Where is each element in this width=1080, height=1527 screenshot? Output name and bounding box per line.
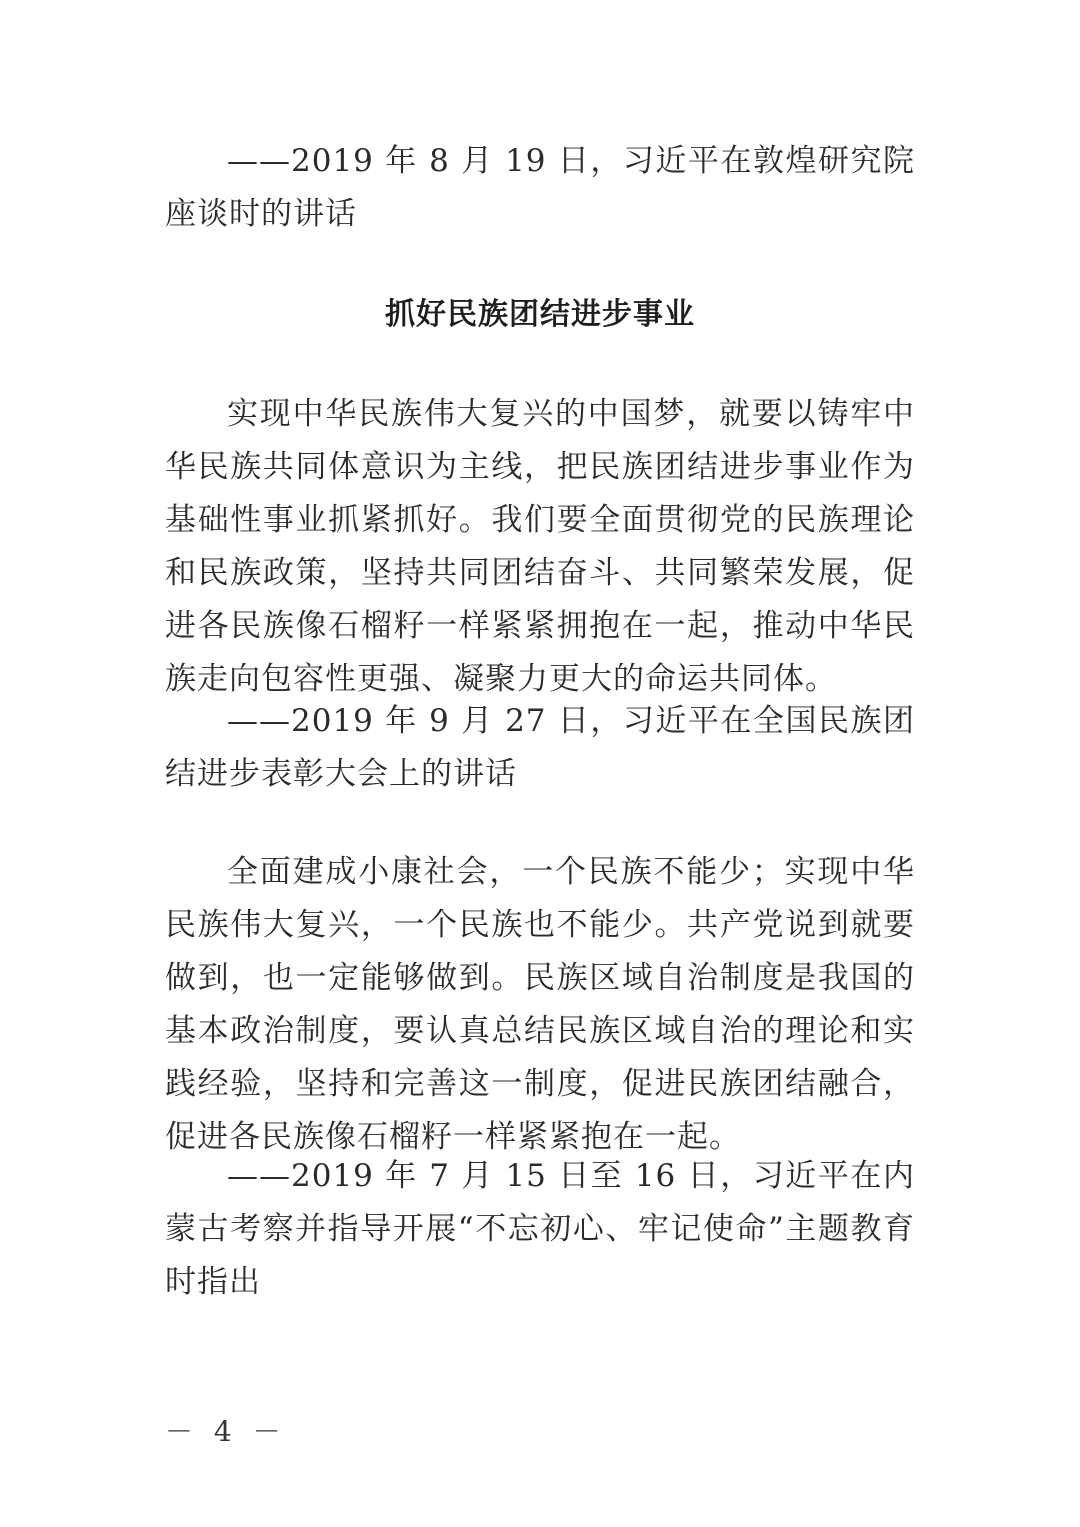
page-number: － 4 － [165, 1415, 287, 1448]
quote-2-body: 实现中华民族伟大复兴的中国梦，就要以铸牢中华民族共同体意识为主线，把民族团结进步事业作为基础性事业抓紧抓好。我们要全面贯彻党的民族理论和民族政策，坚持共同团结奋斗、共同繁荣发展，促进各民族像石榴籽一样紧紧拥抱在一起，推动中华民族走向包容性更强、凝聚力更大的命运共同体。 [165, 396, 915, 697]
quote-3-body: 全面建成小康社会，一个民族不能少；实现中华民族伟大复兴，一个民族也不能少。共产党说到就要做到，也一定能够做到。民族区域自治制度是我国的基本政治制度，要认真总结民族区域自治的理论和实践经验，坚持和完善这一制度，促进民族团结融合，促进各民族像石榴籽一样紧紧抱在一起。 [165, 854, 915, 1155]
quote-3-source: ——2019 年 7 月 15 日至 16 日，习近平在内蒙古考察并指导开展“不忘初心、牢记使命”主题教育时指出 [165, 1158, 915, 1300]
quote-2-source: ——2019 年 9 月 27 日，习近平在全国民族团结进步表彰大会上的讲话 [165, 703, 915, 792]
quote-1-source: ——2019 年 8 月 19 日，习近平在敦煌研究院座谈时的讲话 [165, 143, 915, 232]
section-heading: 抓好民族团结进步事业 [385, 297, 695, 332]
